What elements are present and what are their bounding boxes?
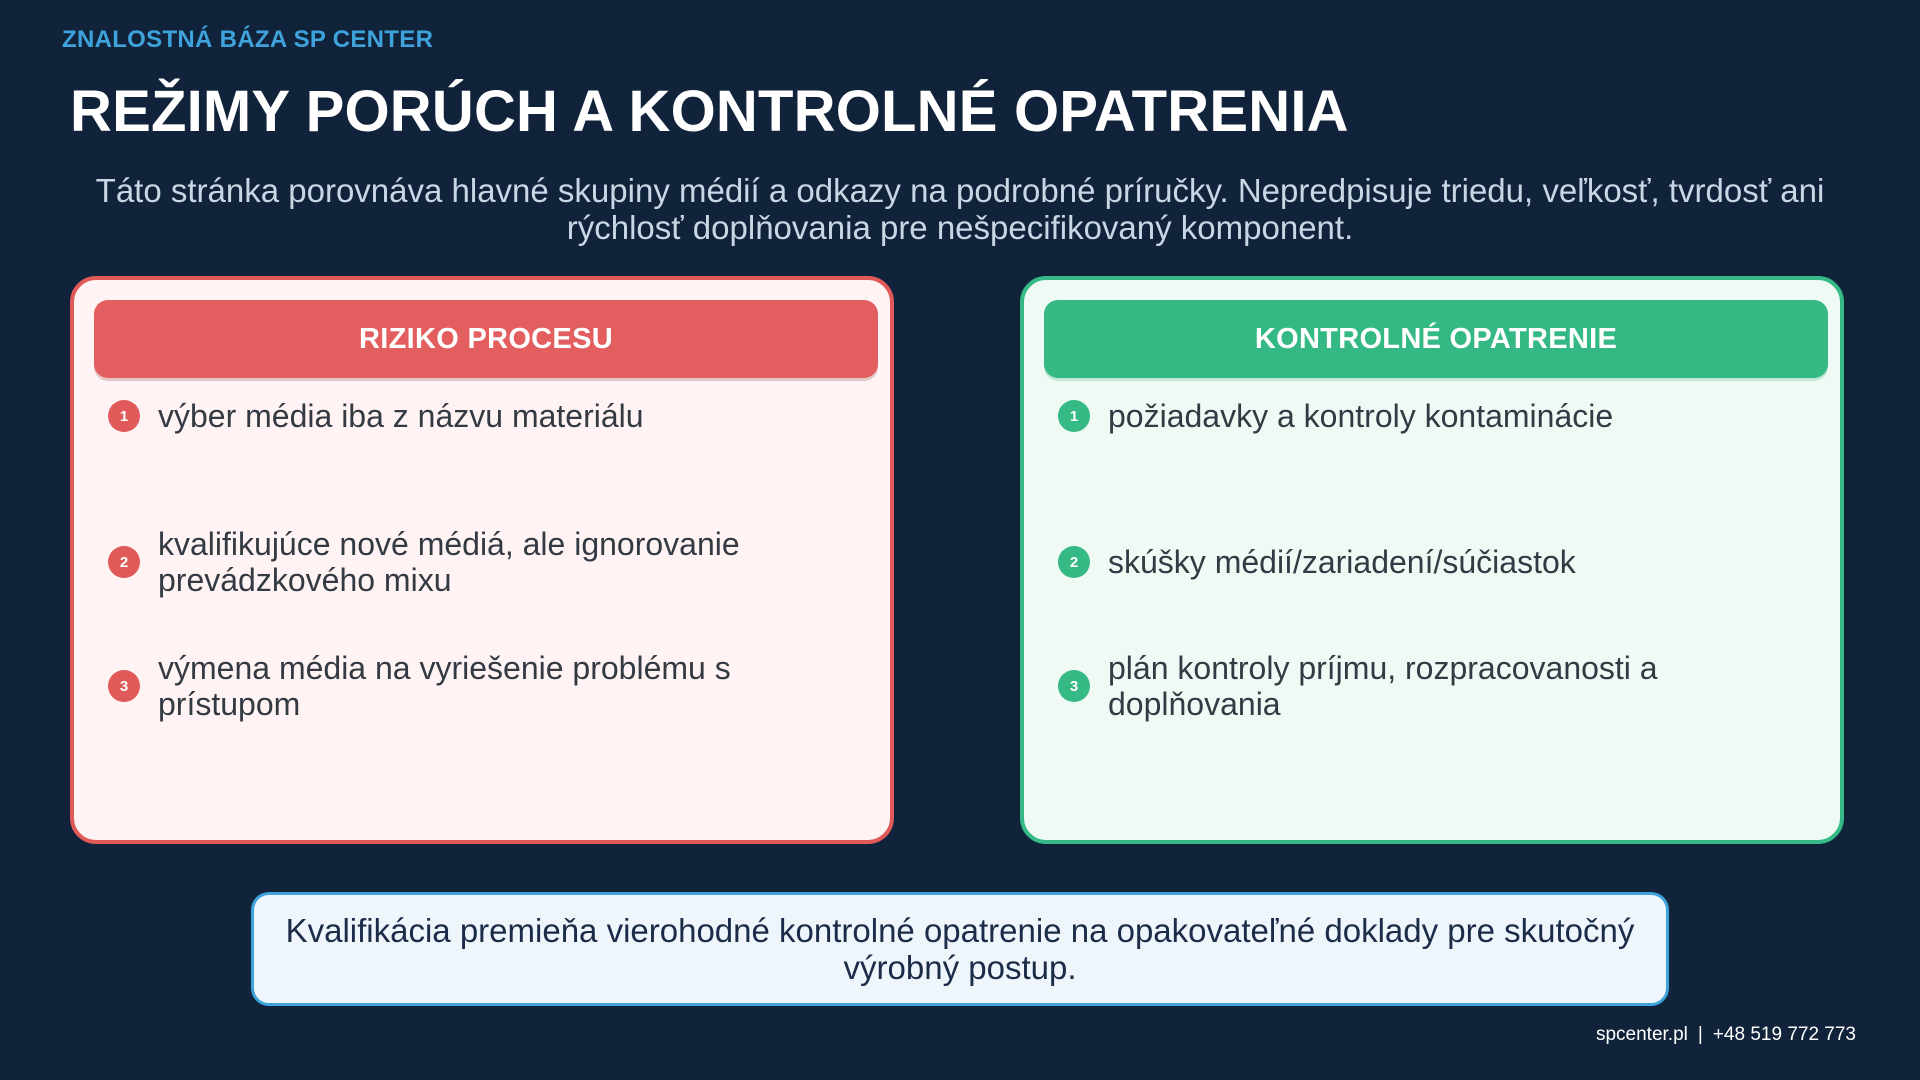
control-measure-panel [1020,276,1844,844]
footer-phone: +48 519 772 773 [1712,1024,1856,1045]
page-subtitle: Táto stránka porovnáva hlavné skupiny médií a odkazy na podrobné príručky. Nepredpisuje triedu, veľkosť, tvrdosť ani rýchlosť doplňovania pre nešpecifikovaný komponent. [95,172,1825,246]
control-item-text: plán kontroly príjmu, rozpracovanosti a doplňovania [1108,650,1658,722]
footer-contact [1596,1024,1856,1046]
page-title: REŽIMY PORÚCH A KONTROLNÉ OPATRENIA [70,79,1349,144]
control-measure-heading: KONTROLNÉ OPATRENIE [1044,300,1828,378]
risk-item-text: výmena média na vyriešenie problému s prístupom [158,650,731,722]
risk-item-3 [108,648,868,724]
control-item-2 [1058,538,1818,586]
kicker-label: ZNALOSTNÁ BÁZA SP CENTER [62,26,434,53]
control-item-text: skúšky médií/zariadení/súčiastok [1108,544,1576,580]
risk-item-text: výber média iba z názvu materiálu [158,398,644,434]
risk-item-2 [108,524,868,600]
number-badge-3: 3 [108,670,140,702]
summary-note-text: Kvalifikácia premieňa vierohodné kontrolné opatrenie na opakovateľné doklady pre skutočný výrobný postup. [285,912,1635,986]
number-badge-1: 1 [1058,400,1090,432]
summary-note [251,892,1669,1006]
control-item-text: požiadavky a kontroly kontaminácie [1108,398,1614,434]
footer-website: spcenter.pl [1595,1024,1688,1045]
number-badge-2: 2 [108,546,140,578]
control-item-1 [1058,392,1818,440]
process-risk-panel [70,276,894,844]
risk-item-text: kvalifikujúce nové médiá, ale ignorovanie prevádzkového mixu [158,526,740,598]
number-badge-2: 2 [1058,546,1090,578]
footer-separator: | [1697,1024,1703,1045]
process-risk-heading: RIZIKO PROCESU [94,300,878,378]
number-badge-1: 1 [108,400,140,432]
risk-item-1 [108,392,868,440]
control-item-3 [1058,648,1818,724]
number-badge-3: 3 [1058,670,1090,702]
